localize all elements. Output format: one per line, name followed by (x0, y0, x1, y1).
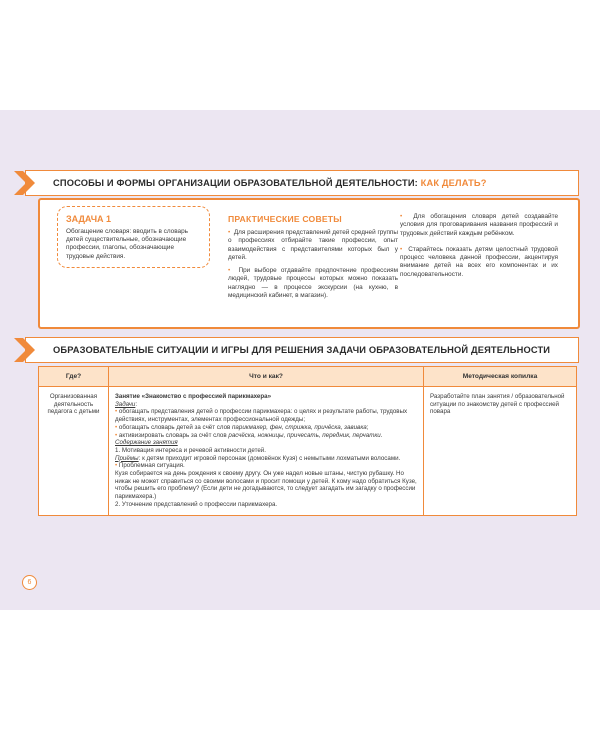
task-item: • активизировать словарь за счёт слов расчёска, ножницы, причесать, передник, перчатки. (115, 431, 383, 439)
tip-item: • Для расширения представлений детей средней группы о профессиях отбирайте такие профессии, опыт взаимодействия с представителями которых был у детей. (228, 229, 398, 261)
chevron-right-icon (14, 338, 36, 362)
situations-table (38, 366, 577, 516)
chevron-right-icon (14, 171, 36, 195)
page-number: 6 (22, 575, 37, 590)
column-header: Где? (39, 367, 109, 387)
tip-item: • Старайтесь показать детям целостный трудовой процесс человека данной профессии, акцентируя внимание детей на всех его компонентах и их последовательности. (400, 245, 558, 278)
tips-column-2 (400, 208, 558, 279)
tip-item: • Для обогащения словаря детей создавайте условия для проговаривания названия профессий и трудовых действий каждым ребёнком. (400, 213, 558, 237)
task-text: Обогащение словаря: вводить в словарь детей существительные, обозначающие профессии, глаголы, обозначающие трудовые действия. (66, 228, 188, 260)
bullet-icon: • (400, 245, 403, 253)
section-title-accent: КАК ДЕЛАТЬ? (420, 178, 487, 188)
tips-column (228, 214, 398, 300)
table-row (39, 387, 577, 516)
bullet-icon: • (228, 229, 231, 236)
problem-label: Проблемная ситуация. (118, 462, 185, 470)
activate-words: расчёска, ножницы, причесать, передник, перчатки (228, 431, 381, 439)
column-header: Методическая копилка (424, 367, 577, 387)
column-header: Что и как? (109, 367, 424, 387)
table-header-row (39, 367, 577, 387)
content-label: Содержание занятия (115, 439, 178, 447)
section-heading-situations (25, 337, 579, 363)
tip-item: • При выборе отдавайте предпочтение профессиям людей, трудовые процессы которых можно показать наглядно — в процессе экскурсии (на кухню, в медицинский кабинет, в магазин). (228, 267, 398, 300)
task-item: • обогащать представления детей о профессии парикмахера: о целях и результате работы, трудовых действиях, инструментах, элементах профессиональной одежды; (115, 408, 408, 424)
bullet-icon: • (400, 213, 403, 220)
tasks-label: Задачи (115, 400, 136, 408)
where-cell: Организованная деятельность педагога с детьми (39, 387, 109, 516)
method-label: Приёмы (115, 454, 139, 462)
task-card (57, 206, 210, 268)
practice-box (38, 198, 580, 329)
step-2: 2. Уточнение представлений о профессии парикмахера. (115, 500, 278, 508)
method-text: к детям приходит игровой персонаж (домовёнок Кузя) с немытыми лохматыми волосами. (142, 454, 401, 462)
task-item: • обогащать словарь детей за счёт слов парикмахер, фен, стрижка, причёска, завивка; (115, 423, 369, 431)
task-title: ЗАДАЧА 1 (66, 214, 112, 224)
story-text: Кузя собирается на день рождения к своему другу. Он уже надел новые штаны, чистую рубашку. Но никак не может справиться со своими волосами и просит помощи у детей. К кому надо обратиться Кузе, чтобы решить его проблему? (Если дети не догадываются, то следует загадать им загадку о профессии парикмахера.) (115, 470, 417, 501)
bullet-icon: • (228, 267, 231, 275)
section-title: СПОСОБЫ И ФОРМЫ ОРГАНИЗАЦИИ ОБРАЗОВАТЕЛЬНОЙ ДЕЯТЕЛЬНОСТИ: (53, 178, 418, 188)
tips-title: ПРАКТИЧЕСКИЕ СОВЕТЫ (228, 214, 342, 224)
what-how-cell: Занятие «Знакомство с профессией парикмахера» Задачи: • обогащать представления детей о профессии парикмахера: о целях и результате работы, трудовых действиях, инструментах, элементах профессиональной одежды; • обогащать словарь детей за счёт слов парикмахер, фен, стрижка, причёска, завивка; • активизировать словарь за счёт слов расчёска, ножницы, причесать, передник, перчатки. Содержание занятия 1. Мотивация интереса и речевой активности детей. Приёмы: к детям приходит игровой персонаж (домовёнок Кузя) с немытыми лохматыми волосами. • Проблемная ситуация. Кузя собирается на день рождения к своему другу. Он уже надел новые штаны, чистую рубашку. Но никак не может справиться со своими волосами и просит помощи у детей. К кому надо обратиться Кузе, чтобы решить его проблему? (Если дети не догадываются, то следует загадать им загадку о профессии парикмахера.) 2. Уточнение представлений о профессии парикмахера. (109, 387, 424, 516)
kit-cell: Разработайте план занятия / образовательной ситуации по знакомству детей с профессией повара (424, 387, 577, 516)
section-title: ОБРАЗОВАТЕЛЬНЫЕ СИТУАЦИИ И ИГРЫ ДЛЯ РЕШЕНИЯ ЗАДАЧИ ОБРАЗОВАТЕЛЬНОЙ ДЕЯТЕЛЬНОСТИ (53, 345, 551, 355)
step-1: 1. Мотивация интереса и речевой активности детей. (115, 446, 266, 454)
section-heading-how-to (25, 170, 579, 196)
lesson-title: Занятие «Знакомство с профессией парикмахера» (115, 393, 272, 400)
vocab-words: парикмахер, фен, стрижка, причёска, завивка (232, 423, 367, 431)
